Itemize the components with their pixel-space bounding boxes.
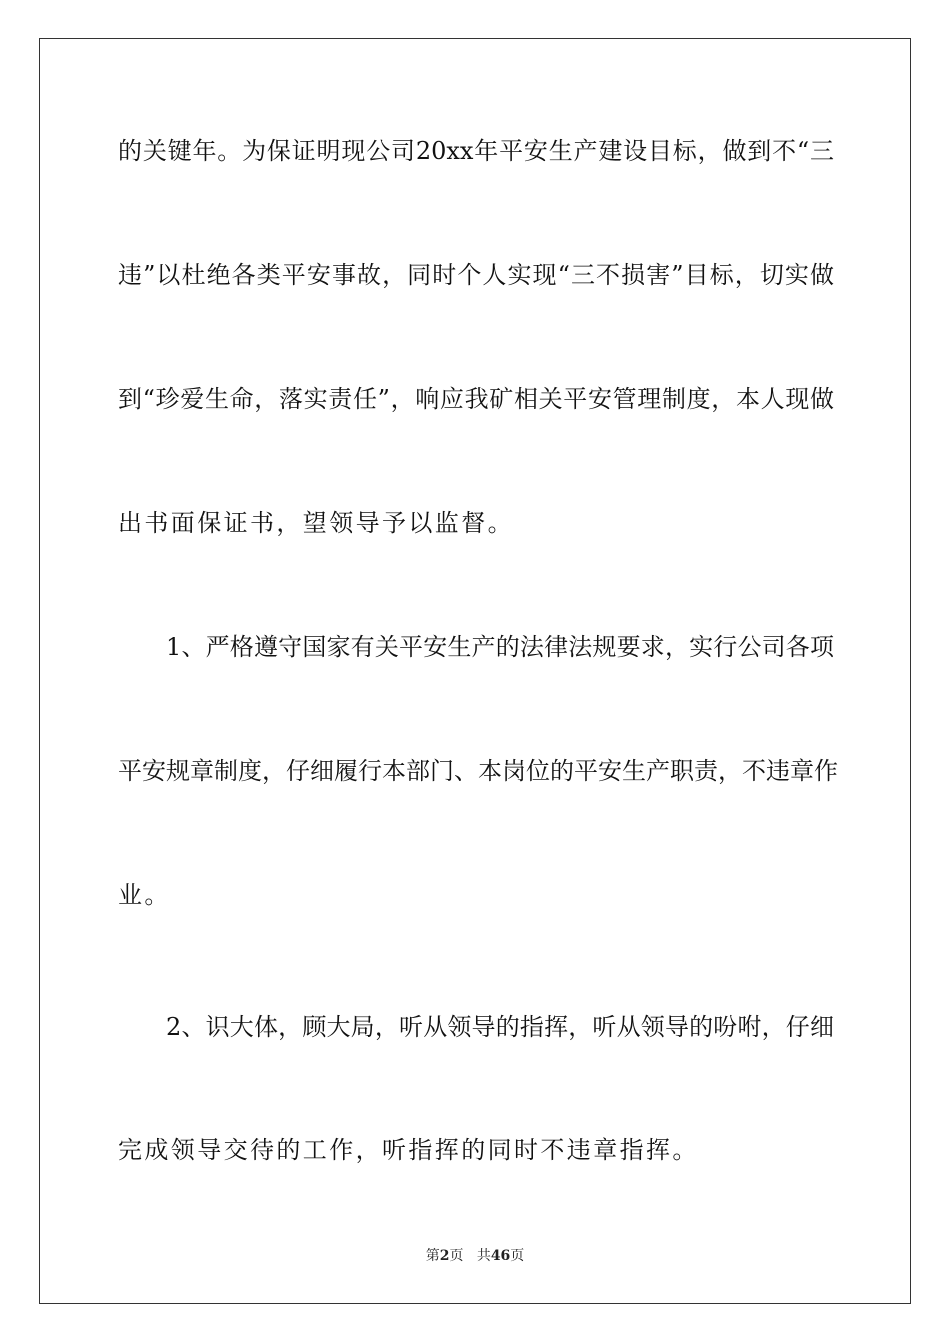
text-line: 业。 [118, 881, 171, 909]
text-line: 平安规章制度，仔细履行本部门、本岗位的平安生产职责，不违章作 [118, 757, 838, 785]
page-border [39, 38, 911, 1304]
text-line: 的关键年。为保证明现公司20xx年平安生产建设目标，做到不“三 [118, 137, 834, 165]
page-suffix: 页 [449, 1248, 464, 1264]
paragraph-item-1: 1、严格遵守国家有关平安生产的法律法规要求，实行公司各项 [166, 633, 834, 661]
total-suffix: 页 [510, 1248, 525, 1264]
text-line: 出书面保证书，望领导予以监督。 [118, 509, 514, 537]
total-prefix: 共 [476, 1248, 491, 1264]
page-prefix: 第 [425, 1248, 440, 1264]
text-line: 完成领导交待的工作，听指挥的同时不违章指挥。 [118, 1136, 699, 1164]
page-footer [0, 1247, 950, 1265]
text-line: 违”以杜绝各类平安事故，同时个人实现“三不损害”目标，切实做 [118, 261, 834, 289]
total-pages: 46 [490, 1248, 511, 1264]
page-number: 2 [439, 1248, 450, 1264]
text-line: 到“珍爱生命，落实责任”，响应我矿相关平安管理制度，本人现做 [118, 385, 834, 413]
paragraph-item-2: 2、识大体，顾大局，听从领导的指挥，听从领导的吩咐，仔细 [166, 1013, 834, 1041]
